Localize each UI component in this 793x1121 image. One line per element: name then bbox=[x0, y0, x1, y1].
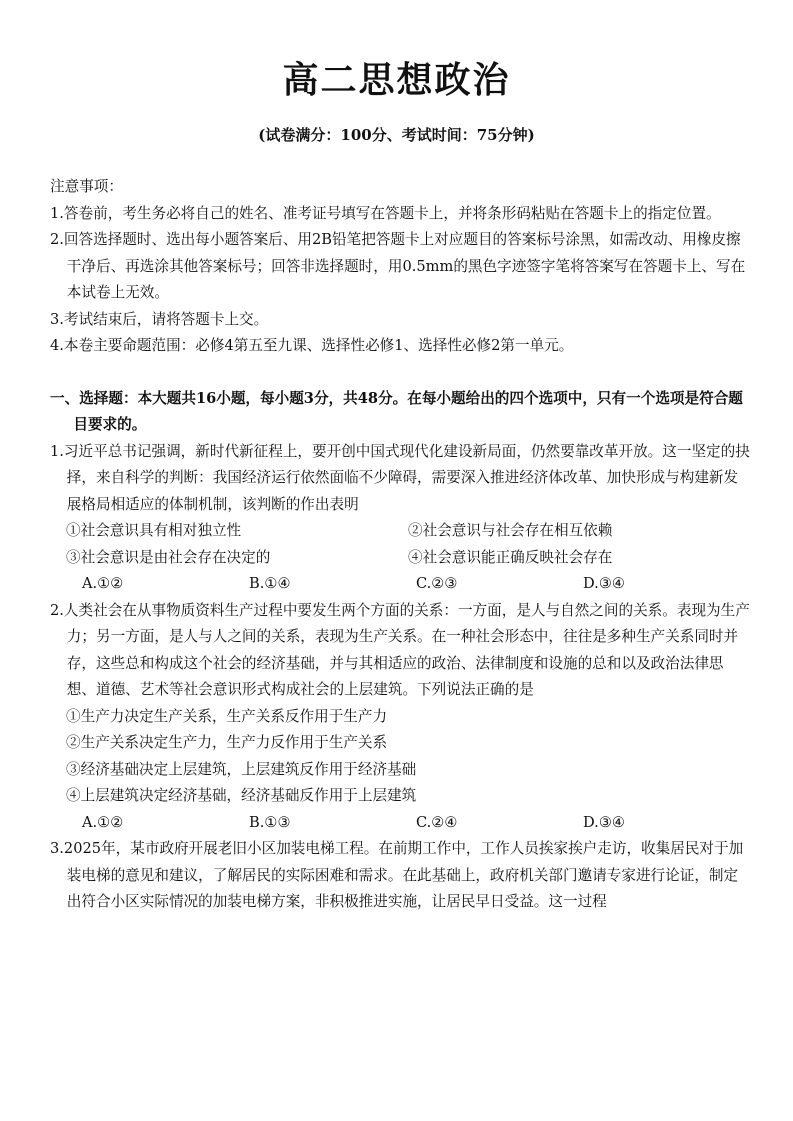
choice-row bbox=[50, 571, 750, 598]
question-stem: 2.人类社会在从事物质资料生产过程中要发生两个方面的关系：一方面，是人与自然之间的关系。表现为生产力；另一方面，是人与人之间的关系，表现为生产关系。在一种社会形态中，往往是多种生产关系同时并存，这些总和构成这个社会的经济基础，并与其相适应的政治、法律制度和设施的总和以及政治法律思想、道德、艺术等社会意识形式构成社会的上层建筑。下列说法正确的是 bbox=[50, 601, 750, 698]
statement: ①社会意识具有相对独立性 bbox=[66, 522, 242, 539]
notice-item: 1.答卷前，考生务必将自己的姓名、准考证号填写在答题卡上，并将条形码粘贴在答题卡上的指定位置。 bbox=[50, 204, 721, 222]
statement: ④上层建筑决定经济基础，经济基础反作用于上层建筑 bbox=[66, 787, 417, 804]
question-stem: 1.习近平总书记强调，新时代新征程上，要开创中国式现代化建设新局面，仍然要靠改革开放。这一坚定的抉择，来自科学的判断：我国经济运行依然面临不少障碍，需要深入推进经济体改革、加快形成与构建新发展格局相适应的体制机制，该判断的作出表明 bbox=[50, 442, 750, 513]
choice-d: D.③④ bbox=[583, 575, 625, 592]
choice-row bbox=[50, 810, 750, 837]
statement: ②生产关系决定生产力，生产力反作用于生产关系 bbox=[66, 734, 388, 751]
statement: ③经济基础决定上层建筑，上层建筑反作用于经济基础 bbox=[66, 760, 417, 778]
notice-item: 4.本卷主要命题范围：必修4第五至九课、选择性必修1、选择性必修2第一单元。 bbox=[50, 337, 574, 354]
statement: ①生产力决定生产关系，生产关系反作用于生产力 bbox=[66, 707, 388, 725]
section-heading: 一、选择题：本大题共16小题，每小题3分，共48分。在每小题给出的四个选项中，只有一个选项是符合题目要求的。 bbox=[50, 389, 743, 433]
choice-c: C.②④ bbox=[416, 813, 458, 831]
question-2 bbox=[50, 598, 750, 837]
question-3 bbox=[50, 836, 750, 916]
exam-body bbox=[50, 174, 750, 916]
statement-row bbox=[50, 518, 750, 545]
notice-item: 2.回答选择题时、选出每小题答案后、用2B铅笔把答题卡上对应题目的答案标号涂黑，如需改动、用橡皮擦干净后、再选涂其他答案标号；回答非选择题时，用0.5mm的黑色字迹签字笔将答案写在答题卡上、写在本试卷上无效。 bbox=[50, 231, 746, 301]
question-1 bbox=[50, 439, 750, 598]
statement: ③社会意识是由社会存在决定的 bbox=[66, 548, 271, 566]
notice-heading: 注意事项： bbox=[50, 178, 123, 195]
statement: ②社会意识与社会存在相互依赖 bbox=[408, 522, 613, 539]
choice-c: C.②③ bbox=[416, 575, 458, 592]
choice-b: B.①③ bbox=[249, 813, 291, 831]
choice-d: D.③④ bbox=[583, 813, 625, 831]
statement: ④社会意识能正确反映社会存在 bbox=[408, 548, 613, 566]
notice-item: 3.考试结束后，请将答题卡上交。 bbox=[50, 310, 269, 328]
statement-row bbox=[50, 545, 750, 572]
choice-a: A.①② bbox=[82, 575, 124, 592]
question-stem: 3.2025年，某市政府开展老旧小区加装电梯工程。在前期工作中，工作人员挨家挨户走访，收集居民对于加装电梯的意见和建议，了解居民的实际困难和需求。在此基础上，政府机关部门邀请专家进行论证，制定出符合小区实际情况的加装电梯方案，非积极推进实施，让居民早日受益。这一过程 bbox=[50, 840, 744, 910]
choice-b: B.①④ bbox=[249, 575, 291, 592]
choice-a: A.①② bbox=[82, 813, 124, 831]
page-title: 高二思想政治 bbox=[282, 60, 511, 101]
exam-info: (试卷满分：100分、考试时间：75分钟) bbox=[258, 126, 535, 144]
